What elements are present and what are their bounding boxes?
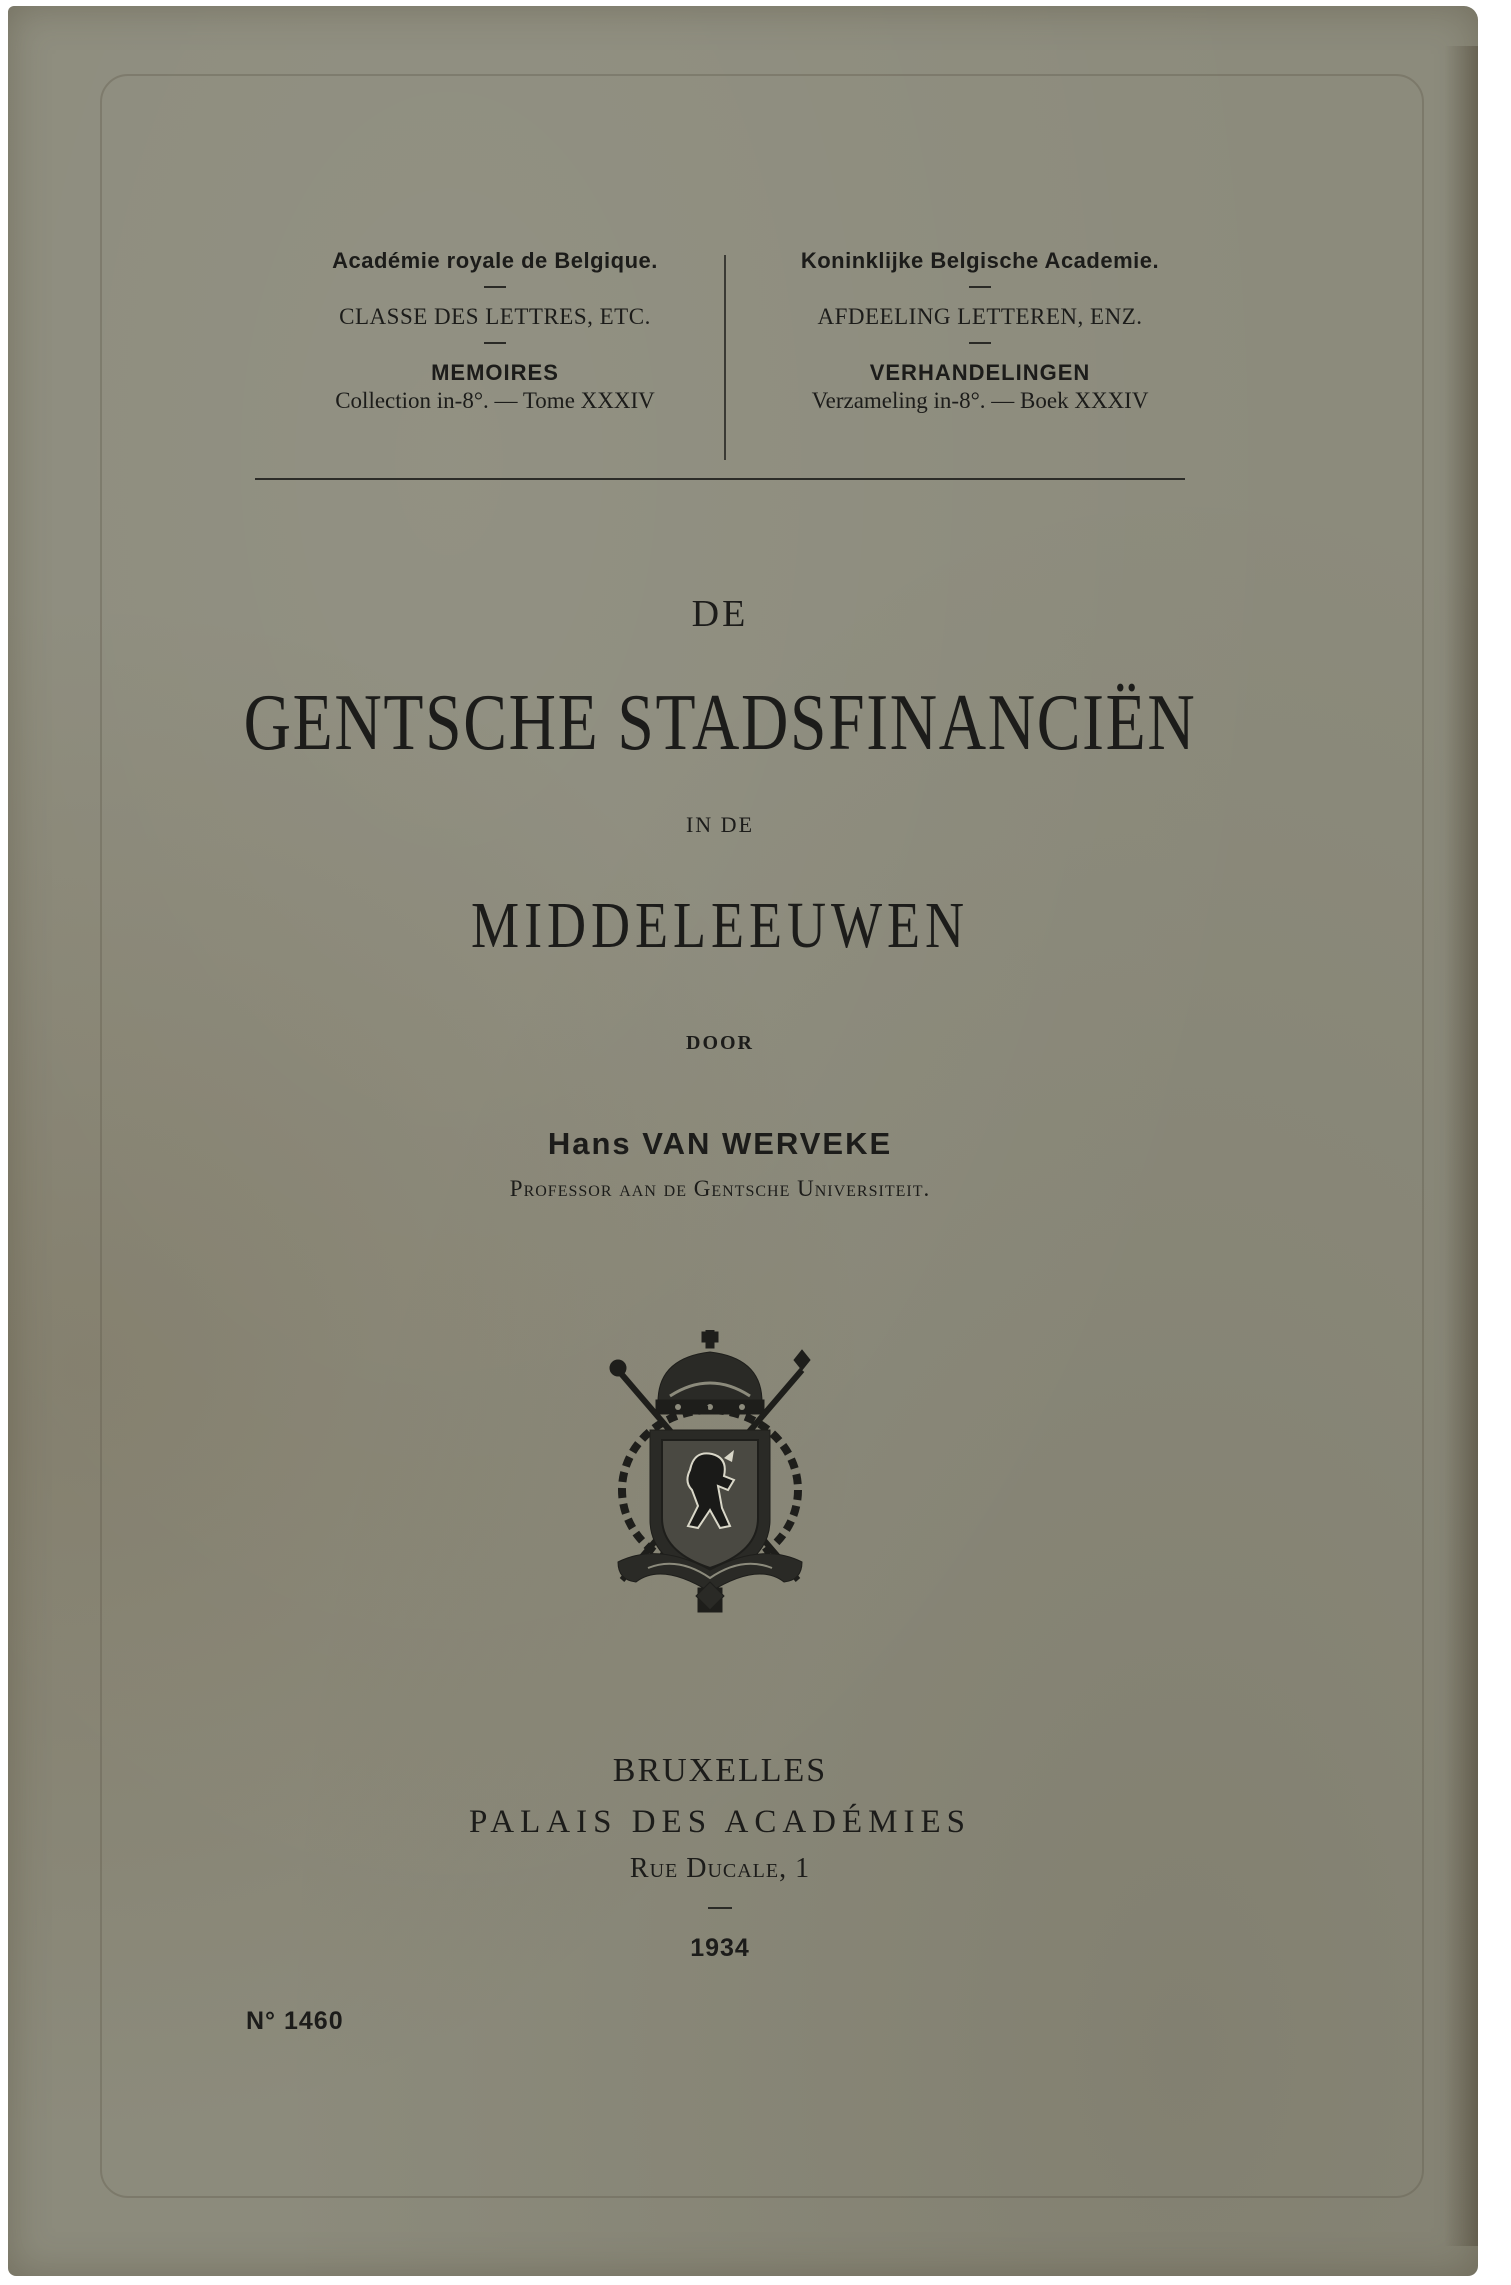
imprint-city: BRUXELLES — [612, 1752, 828, 1789]
cover-edge-shadow — [1444, 46, 1478, 2246]
header-dash — [969, 286, 991, 288]
imprint-address: Rue Ducale, 1 — [629, 1853, 811, 1884]
author-affiliation: Professor aan de Gentsche Universiteit. — [509, 1176, 931, 1201]
series-fr: MEMOIRES — [431, 360, 559, 385]
title-connector: IN DE — [685, 812, 755, 837]
collection-fr: Collection in-8°. — Tome XXXIV — [335, 388, 655, 413]
collection-nl: Verzameling in-8°. — Boek XXXIV — [811, 388, 1149, 413]
header-dash — [484, 342, 506, 344]
header-right-column — [745, 248, 1215, 414]
header-dash — [484, 286, 506, 288]
academy-name-fr: Académie royale de Belgique. — [332, 248, 658, 273]
header-left-column — [260, 248, 730, 414]
book-title: GENTSCHE STADSFINANCIËN — [243, 679, 1197, 767]
header-dash — [969, 342, 991, 344]
publication-year: 1934 — [690, 1934, 750, 1962]
header-rule — [255, 478, 1185, 480]
imprint-dash — [708, 1907, 732, 1909]
header-column-divider — [724, 255, 726, 460]
classe-fr: CLASSE DES LETTRES, ETC. — [339, 304, 651, 329]
classe-nl: AFDEELING LETTEREN, ENZ. — [817, 304, 1143, 329]
author-name: Hans VAN WERVEKE — [547, 1126, 893, 1161]
catalog-number: N° 1460 — [246, 2007, 344, 2035]
byline-door: DOOR — [686, 1032, 754, 1054]
book-subtitle: MIDDELEEUWEN — [471, 889, 969, 962]
academy-name-nl: Koninklijke Belgische Academie. — [800, 248, 1160, 273]
title-pre: DE — [691, 593, 749, 635]
imprint-publisher: PALAIS DES ACADÉMIES — [468, 1804, 971, 1840]
belgian-royal-coat-of-arms-icon — [598, 1330, 822, 1616]
series-nl: VERHANDELINGEN — [869, 360, 1091, 385]
